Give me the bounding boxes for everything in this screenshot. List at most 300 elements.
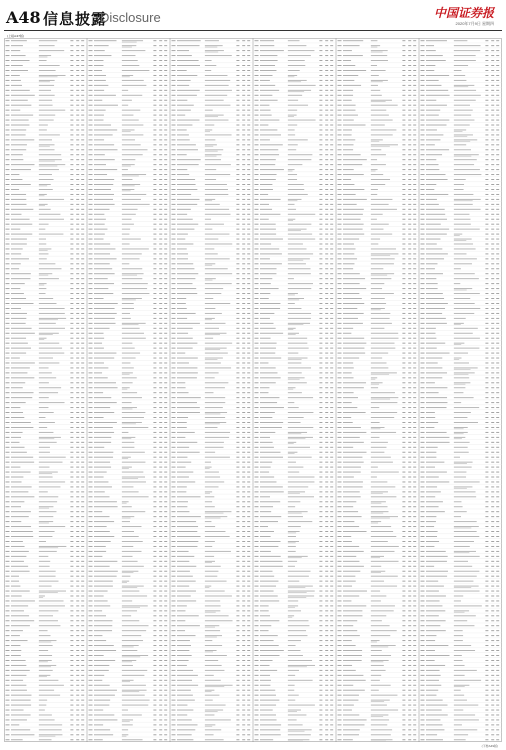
number-mark (81, 139, 84, 140)
text-mark (205, 358, 223, 359)
text-mark (371, 422, 380, 423)
number-mark (247, 85, 250, 86)
number-mark (247, 610, 250, 611)
text-mark (288, 597, 306, 598)
number-mark (413, 303, 416, 304)
row-index-mark (255, 358, 259, 359)
number-mark (325, 695, 328, 696)
text-mark (288, 496, 314, 497)
number-mark (242, 685, 245, 686)
number-mark (319, 204, 322, 205)
text-mark (260, 214, 280, 215)
number-mark (330, 526, 333, 527)
number-mark (330, 100, 333, 101)
number-mark (330, 571, 333, 572)
text-mark (288, 591, 315, 592)
number-mark (325, 75, 328, 76)
row-index-mark (338, 154, 342, 155)
text-mark (94, 695, 115, 696)
number-mark (402, 457, 405, 458)
text-mark (39, 511, 57, 512)
number-mark (408, 234, 411, 235)
number-mark (164, 605, 167, 606)
number-mark (247, 511, 250, 512)
number-mark (319, 437, 322, 438)
number-mark (242, 110, 245, 111)
row-index-mark (255, 95, 259, 96)
number-mark (236, 546, 239, 547)
number-mark (402, 70, 405, 71)
row-index-mark (6, 392, 10, 393)
number-mark (76, 591, 79, 592)
number-mark (164, 194, 167, 195)
number-mark (242, 561, 245, 562)
text-mark (177, 50, 189, 51)
text-mark (177, 556, 194, 557)
text-mark (288, 486, 308, 487)
row-index-mark (89, 298, 93, 299)
row-index-mark (6, 715, 10, 716)
number-mark (319, 457, 322, 458)
number-mark (81, 159, 84, 160)
row-index-mark (89, 635, 93, 636)
text-mark (288, 199, 302, 200)
text-mark (94, 501, 117, 502)
text-mark (122, 358, 136, 359)
number-mark (242, 239, 245, 240)
text-mark (371, 81, 383, 82)
text-mark (205, 739, 224, 740)
number-mark (70, 734, 73, 735)
row-index-mark (89, 120, 93, 121)
text-mark (260, 174, 277, 175)
row-index-mark (6, 50, 10, 51)
number-mark (159, 174, 162, 175)
number-mark (81, 179, 84, 180)
row-index-mark (338, 308, 342, 309)
number-mark (236, 249, 239, 250)
row-index-mark (6, 144, 10, 145)
text-mark (288, 715, 307, 716)
text-mark (260, 125, 268, 126)
text-mark (343, 120, 354, 121)
number-mark (319, 244, 322, 245)
number-mark (164, 204, 167, 205)
number-mark (236, 134, 239, 135)
text-mark (94, 397, 111, 398)
number-mark (164, 85, 167, 86)
text-mark (122, 620, 139, 621)
number-mark (330, 392, 333, 393)
number-mark (330, 690, 333, 691)
number-mark (70, 367, 73, 368)
row-index-mark (89, 45, 93, 46)
row-index-mark (172, 690, 176, 691)
row-index-mark (172, 586, 176, 587)
number-mark (242, 348, 245, 349)
number-mark (76, 670, 79, 671)
text-mark (371, 513, 383, 514)
text-mark (288, 437, 313, 438)
number-mark (319, 719, 322, 720)
text-mark (39, 685, 64, 686)
text-mark (371, 275, 387, 276)
number-mark (70, 353, 73, 354)
number-mark (408, 249, 411, 250)
number-mark (330, 472, 333, 473)
text-mark (39, 80, 55, 81)
number-mark (70, 715, 73, 716)
text-mark (122, 209, 138, 210)
number-mark (402, 164, 405, 165)
row-index-mark (172, 278, 176, 279)
text-mark (94, 551, 106, 552)
text-mark (11, 601, 35, 602)
number-mark (408, 65, 411, 66)
text-mark (371, 95, 382, 96)
number-mark (325, 511, 328, 512)
text-mark (288, 171, 293, 172)
number-mark (81, 635, 84, 636)
row-index-mark (338, 174, 342, 175)
number-mark (236, 149, 239, 150)
number-mark (413, 115, 416, 116)
number-mark (408, 343, 411, 344)
text-mark (205, 437, 229, 438)
number-mark (247, 149, 250, 150)
number-mark (330, 144, 333, 145)
text-mark (177, 581, 196, 582)
number-mark (236, 576, 239, 577)
number-mark (413, 154, 416, 155)
text-mark (205, 452, 215, 453)
row-index-mark (255, 477, 259, 478)
row-index-mark (338, 412, 342, 413)
number-mark (330, 422, 333, 423)
row-index-mark (6, 477, 10, 478)
text-mark (177, 710, 193, 711)
text-mark (39, 75, 66, 76)
number-mark (70, 343, 73, 344)
number-mark (70, 526, 73, 527)
number-mark (76, 546, 79, 547)
text-mark (11, 477, 23, 478)
number-mark (236, 189, 239, 190)
number-mark (164, 571, 167, 572)
text-mark (260, 149, 278, 150)
row-index-mark (89, 40, 93, 41)
number-mark (402, 144, 405, 145)
number-mark (159, 139, 162, 140)
text-mark (94, 184, 113, 185)
number-mark (402, 363, 405, 364)
text-mark (288, 253, 313, 254)
number-mark (164, 293, 167, 294)
row-index-mark (172, 477, 176, 478)
row-index-mark (338, 338, 342, 339)
number-mark (164, 561, 167, 562)
text-mark (371, 169, 378, 170)
text-mark (122, 194, 146, 195)
text-mark (177, 665, 187, 666)
row-index-mark (6, 655, 10, 656)
number-mark (319, 358, 322, 359)
number-mark (70, 313, 73, 314)
text-mark (205, 349, 220, 350)
number-mark (153, 239, 156, 240)
text-mark (122, 115, 134, 116)
row-index-mark (6, 506, 10, 507)
row-index-mark (6, 660, 10, 661)
number-mark (81, 467, 84, 468)
text-mark (288, 268, 311, 269)
text-mark (94, 199, 113, 200)
row-index-mark (6, 244, 10, 245)
row-index-mark (172, 387, 176, 388)
text-mark (39, 110, 65, 111)
number-mark (153, 596, 156, 597)
number-mark (402, 273, 405, 274)
text-mark (122, 367, 134, 368)
text-mark (288, 557, 302, 558)
text-mark (122, 656, 140, 657)
text-mark (260, 377, 281, 378)
text-mark (11, 412, 23, 413)
text-mark (205, 234, 230, 235)
number-mark (325, 209, 328, 210)
number-mark (413, 422, 416, 423)
text-mark (343, 615, 362, 616)
number-mark (76, 120, 79, 121)
row-index-mark (6, 100, 10, 101)
number-mark (159, 194, 162, 195)
number-mark (242, 402, 245, 403)
text-mark (205, 318, 215, 319)
number-mark (242, 491, 245, 492)
row-index-mark (255, 194, 259, 195)
text-mark (260, 268, 277, 269)
text-mark (39, 338, 47, 339)
text-mark (177, 189, 197, 190)
number-mark (242, 333, 245, 334)
row-index-mark (6, 80, 10, 81)
text-mark (122, 601, 132, 602)
row-index-mark (172, 110, 176, 111)
number-mark (242, 675, 245, 676)
number-mark (76, 516, 79, 517)
text-mark (11, 125, 29, 126)
text-mark (177, 249, 187, 250)
row-index-mark (255, 407, 259, 408)
text-mark (343, 412, 366, 413)
text-mark (260, 625, 271, 626)
text-mark (11, 596, 22, 597)
number-mark (319, 695, 322, 696)
text-mark (177, 367, 197, 368)
row-index-mark (89, 80, 93, 81)
text-mark (122, 50, 146, 51)
number-mark (153, 120, 156, 121)
number-mark (330, 551, 333, 552)
number-mark (164, 125, 167, 126)
number-mark (247, 680, 250, 681)
text-mark (205, 571, 219, 572)
number-mark (164, 45, 167, 46)
text-mark (371, 402, 398, 403)
text-mark (39, 571, 56, 572)
number-mark (153, 402, 156, 403)
row-index-mark (89, 60, 93, 61)
text-mark (177, 392, 189, 393)
number-mark (330, 229, 333, 230)
text-mark (260, 219, 269, 220)
number-mark (402, 115, 405, 116)
number-mark (247, 566, 250, 567)
number-mark (330, 308, 333, 309)
text-mark (260, 724, 281, 725)
row-index-mark (89, 710, 93, 711)
number-mark (413, 482, 416, 483)
number-mark (402, 372, 405, 373)
text-mark (371, 615, 386, 616)
text-mark (260, 293, 270, 294)
row-index-mark (338, 506, 342, 507)
number-mark (242, 546, 245, 547)
row-index-mark (6, 501, 10, 502)
text-mark (122, 214, 136, 215)
number-mark (242, 581, 245, 582)
number-mark (153, 219, 156, 220)
row-index-mark (338, 605, 342, 606)
text-mark (205, 70, 211, 71)
number-mark (159, 199, 162, 200)
number-mark (408, 526, 411, 527)
text-mark (94, 229, 107, 230)
text-mark (39, 288, 47, 289)
row-index-mark (255, 45, 259, 46)
text-mark (177, 625, 200, 626)
row-index-mark (172, 249, 176, 250)
number-mark (319, 149, 322, 150)
number-mark (159, 80, 162, 81)
number-mark (153, 437, 156, 438)
number-mark (325, 715, 328, 716)
row-index-mark (6, 581, 10, 582)
row-index-mark (255, 432, 259, 433)
row-index-mark (338, 427, 342, 428)
text-mark (205, 501, 212, 502)
number-mark (70, 283, 73, 284)
number-mark (330, 645, 333, 646)
row-index-mark (6, 130, 10, 131)
text-mark (205, 521, 212, 522)
number-mark (408, 258, 411, 259)
text-mark (288, 200, 298, 201)
number-mark (153, 680, 156, 681)
number-mark (247, 596, 250, 597)
row-index-mark (6, 482, 10, 483)
masthead-rule (4, 30, 502, 31)
number-mark (76, 467, 79, 468)
number-mark (402, 298, 405, 299)
text-mark (371, 146, 390, 147)
number-mark (242, 40, 245, 41)
text-mark (177, 506, 187, 507)
number-mark (247, 625, 250, 626)
row-index-mark (6, 149, 10, 150)
number-mark (325, 417, 328, 418)
text-mark (205, 412, 227, 413)
text-mark (205, 610, 220, 611)
number-mark (325, 55, 328, 56)
text-mark (260, 477, 274, 478)
text-mark (288, 184, 304, 185)
text-mark (177, 739, 193, 740)
text-mark (343, 457, 362, 458)
row-index-mark (172, 640, 176, 641)
row-index-mark (255, 288, 259, 289)
number-mark (247, 710, 250, 711)
text-mark (39, 363, 59, 364)
text-mark (260, 675, 270, 676)
text-mark (343, 224, 364, 225)
number-mark (159, 412, 162, 413)
number-mark (70, 724, 73, 725)
text-mark (39, 214, 61, 215)
number-mark (319, 184, 322, 185)
number-mark (76, 219, 79, 220)
number-mark (413, 635, 416, 636)
number-mark (402, 407, 405, 408)
text-mark (39, 154, 61, 155)
number-mark (76, 387, 79, 388)
text-mark (343, 159, 367, 160)
number-mark (81, 511, 84, 512)
text-mark (177, 467, 186, 468)
row-index-mark (172, 134, 176, 135)
text-mark (122, 95, 142, 96)
text-mark (288, 561, 297, 562)
number-mark (408, 531, 411, 532)
number-mark (413, 234, 416, 235)
number-mark (159, 392, 162, 393)
text-mark (177, 348, 193, 349)
text-mark (288, 741, 303, 742)
number-mark (319, 367, 322, 368)
text-mark (11, 685, 26, 686)
text-mark (260, 60, 278, 61)
text-mark (205, 596, 232, 597)
text-mark (260, 40, 274, 41)
number-mark (159, 229, 162, 230)
text-mark (122, 377, 137, 378)
number-mark (319, 278, 322, 279)
text-mark (94, 258, 117, 259)
number-mark (70, 253, 73, 254)
text-mark (122, 675, 145, 676)
text-mark (343, 139, 355, 140)
number-mark (164, 675, 167, 676)
text-mark (343, 506, 353, 507)
number-mark (325, 110, 328, 111)
number-mark (70, 615, 73, 616)
number-mark (413, 397, 416, 398)
number-mark (402, 278, 405, 279)
text-mark (94, 263, 110, 264)
text-mark (11, 506, 21, 507)
number-mark (408, 635, 411, 636)
number-mark (247, 695, 250, 696)
